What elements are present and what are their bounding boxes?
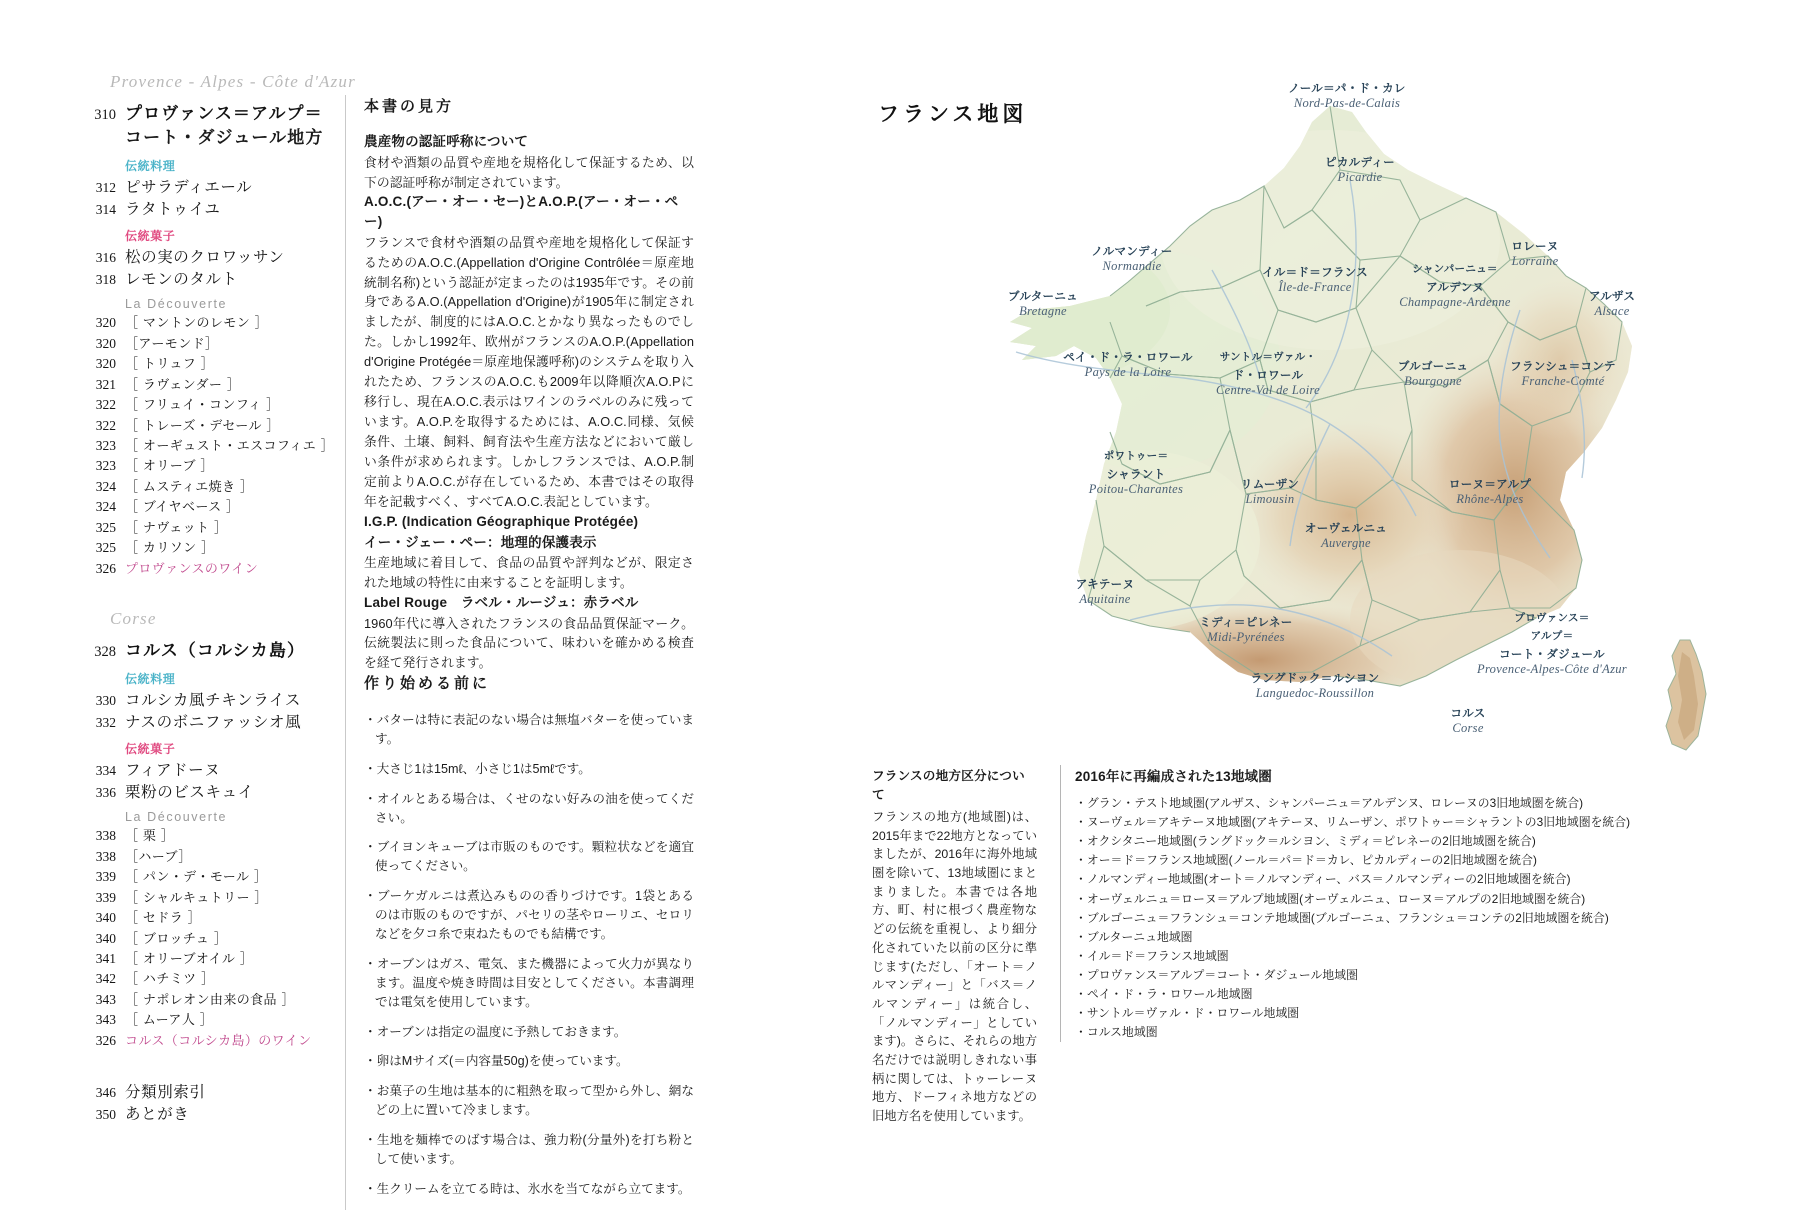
how-to-read-block [364,192,694,511]
toc-entry-label: ［ ブロッチュ ］ [125,931,228,947]
how-to-read-block-body: フランスで食材や酒類の品質や産地を規格化して保証するためのA.O.C.(Appellation d'Origine Contrôlée＝原産地統制名称)という認証が定まったのは1935年です。その前身であるA.O.(Appellation d'Origine)が1905年に制定されましたが、制度的にはA.O.C.とかなり異なったものでした。しかし1992年、欧州がフランスのA.O.P.(Appellation d'Origine Protégée＝原産地保護呼称)のシステムを取り入れたため、フランスのA.O.C.も2009年以降順次A.O.Pに移行し、現在A.O.C.表示はワインのラベルのみに残っています。A.O.P.を取得するためには、A.O.C.同様、気候条件、土壌、飼料、飼育法や生産方法などにおいて厳しい条件が求められます。しかしフランスでは、A.O.P.制定前よりA.O.C.が存在しているため、本書ではその取得年を記載すべく、すべてA.O.C.表記としています。 [364,234,694,509]
how-to-read-block [364,593,694,673]
before-you-begin-item: ・大さじ1は15mℓ、小さじ1は5mℓです。 [364,761,591,776]
toc-page-number: 338 [95,848,116,864]
toc-entry[interactable] [88,689,343,711]
toc-entry-label: ［ハーブ］ [125,849,192,865]
toc-entry-label: ［ オリーブ ］ [125,459,214,475]
how-to-read-block-heading: I.G.P. (Indication Géographique Protégée) [364,513,639,529]
toc-entry[interactable] [88,1081,343,1103]
map-label-fr: Auvergne [1321,535,1371,550]
toc-entry[interactable] [88,826,343,846]
toc-page-number: 334 [95,763,116,779]
table-of-contents [88,72,356,1125]
toc-entry[interactable] [88,639,343,663]
toc-entry[interactable] [88,102,343,126]
toc-entry[interactable] [88,1031,343,1051]
toc-entry-label: あとがき [125,1105,190,1124]
france-map [860,60,1740,760]
before-you-begin-panel [345,672,694,1210]
toc-entry-label: コルス（コルシカ島）のワイン [125,1033,312,1049]
toc-entry-label: ［ トリュフ ］ [125,357,215,373]
region-list-item: ・オー＝ド＝フランス地域圏(ノール＝パ＝ド＝カレ、ピカルディーの2旧地域圏を統合) [1075,853,1537,868]
region-list-item: ・グラン・テスト地域圏(アルザス、シャンパーニュ＝アルデンヌ、ロレーヌの3旧地域圏を統合) [1075,796,1584,810]
map-label-fr: Corse [1452,720,1484,735]
map-label-jp: イル＝ド＝フランス [1262,265,1368,279]
toc-entry-label: 分類別索引 [125,1083,206,1102]
before-you-begin-item: ・オイルとある場合は、くせのない好みの油を使ってください。 [364,791,694,825]
toc-entry[interactable] [88,456,343,476]
toc-category-label: 伝統料理 [125,672,176,687]
toc-entry-label: ［ 栗 ］ [125,829,175,845]
toc-entry[interactable] [88,1103,343,1125]
toc-entry-label: ラタトゥイユ [125,200,221,219]
how-to-read-panel [345,95,694,673]
toc-section-back-matter [88,1081,343,1125]
map-label-jp: ペイ・ド・ラ・ロワール [1063,350,1193,364]
toc-entry-label: 栗粉のビスキュイ [125,783,254,802]
map-landmass [860,60,1740,760]
toc-entry-label: ［ パン・デ・モール ］ [125,870,268,886]
map-label-fr: Alsace [1594,303,1630,318]
map-label-jp: ロレーヌ [1511,239,1559,253]
toc-page-number: 326 [95,1032,116,1048]
toc-entry[interactable] [88,847,343,867]
before-you-begin-item: ・生地を麺棒でのばす場合は、強力粉(分量外)を打ち粉として使います。 [364,1133,694,1167]
toc-page-number: 323 [95,437,116,453]
toc-section-provence [88,102,343,579]
map-label-fr: Franche-Comté [1521,373,1605,388]
france-map-graphic [860,60,1740,760]
map-label-fr: Bretagne [1019,303,1067,318]
toc-entry[interactable] [88,949,343,969]
before-you-begin-item: ・卵はMサイズ(＝内容量50g)を使っています。 [364,1054,629,1069]
toc-entry[interactable] [88,1010,343,1030]
toc-entry-label: ［ ムーア人 ］ [125,1013,214,1029]
toc-spacer [88,579,343,609]
toc-entry[interactable] [88,477,343,497]
toc-section-corse [88,639,343,1051]
toc-entry[interactable] [88,375,343,395]
map-label-fr: Île-de-France [1278,279,1352,294]
map-label-fr: Champagne-Ardenne [1399,294,1511,309]
region-list-item: ・イル＝ド＝フランス地域圏 [1075,948,1229,963]
toc-entry[interactable] [88,497,343,517]
toc-page-number: 318 [95,272,116,288]
toc-page-number: 343 [95,1012,116,1028]
region-list-item: ・ブルゴーニュ＝フランシュ＝コンテ地域圏(ブルゴーニュ、フランシュ＝コンテの2旧地域圏を統合) [1075,910,1609,925]
map-label-fr: Centre-Val de Loire [1215,382,1321,397]
map-label-jp: アルプ＝ [1530,630,1574,642]
toc-page-number: 330 [95,693,116,709]
how-to-read-title: 本書の見方 [364,99,455,115]
how-to-read-block-body: 1960年代に導入されたフランスの食品品質保証マーク。伝統製法に則った食品について、味わいを確かめる検査を経て発行されます。 [364,615,694,671]
map-label-fr: Pays de la Loire [1084,364,1172,379]
toc-entry-label: レモンのタルト [125,270,238,289]
map-label-fr: Picardie [1337,169,1383,184]
how-to-read-blocks [364,132,694,673]
regions-13-list [1075,794,1631,1042]
toc-entry-label: ［ オリーブオイル ］ [125,951,254,967]
toc-entry-label: ［ セドラ ］ [125,911,202,927]
map-label-fr: Bourgogne [1404,373,1462,388]
map-label-jp: ポワトゥー＝ [1103,450,1169,462]
map-label-jp: ラングドック＝ルシヨン [1250,671,1380,685]
toc-entry-label: プロヴァンス＝アルプ＝ [125,104,323,124]
before-you-begin-item: ・バターは特に表記のない場合は無塩バターを使っています。 [364,713,694,746]
toc-entry[interactable] [88,416,343,436]
map-label-fr: Provence-Alpes-Côte d'Azur [1477,661,1627,676]
map-label-fr: Poitou-Charantes [1088,481,1184,496]
before-you-begin-item: ・ブーケガルニは煮込みものの香りづけです。1袋とあるのは市販のものですが、パセリの茎やローリエ、セロリなどを夕コ糸で束ねたものでも結構です。 [364,889,694,942]
map-label-jp: リムーザン [1240,477,1300,491]
toc-entry-label: ［ ナヴェット ］ [125,520,228,536]
toc-entry-label: ピサラディエール [125,178,253,197]
toc-entry-label: ［ ナポレオン由来の食品 ］ [125,992,295,1008]
toc-entry[interactable] [88,313,343,333]
toc-entry-label: ［ ムスティエ焼き ］ [125,479,254,495]
how-to-read-block-body: 生産地域に着目して、食品の品質や評判などが、限定された地域の特性に由来することを証明します。 [364,555,694,591]
toc-entry[interactable] [88,538,343,558]
toc-page-number: 323 [95,458,116,474]
toc-page-number: 339 [95,869,116,885]
map-label-jp: ブルゴーニュ [1397,359,1469,373]
how-to-read-block-subheading: イー・ジェー・ペー：地理的保護表示 [364,534,597,550]
section-script-title-corse: Corse [110,609,157,629]
toc-page-number: 324 [95,478,116,494]
toc-entry[interactable] [88,908,343,928]
toc-entry[interactable] [88,176,343,198]
toc-entry[interactable] [88,246,343,268]
toc-entry[interactable] [88,929,343,949]
region-list-item: ・コルス地域圏 [1075,1025,1158,1040]
toc-entry[interactable] [88,559,343,579]
how-to-read-block [364,512,694,593]
toc-page-number: 310 [94,107,116,123]
map-label-jp: フランシュ＝コンテ [1510,359,1616,373]
how-to-read-block-heading: 農産物の認証呼称について [364,134,529,149]
toc-entry[interactable] [88,334,343,354]
map-label-jp: サントル＝ヴァル・ [1219,351,1317,363]
toc-entry-label: プロヴァンスのワイン [125,561,259,577]
toc-category-label: 伝統菓子 [125,229,176,244]
map-label-fr: Rhône-Alpes [1456,491,1524,506]
map-label-fr: Nord-Pas-de-Calais [1293,95,1401,110]
toc-page-number: 325 [95,540,116,556]
toc-category-label: La Découverte [125,297,228,312]
toc-entry[interactable] [88,198,343,220]
map-label-jp: コート・ダジュール [1499,647,1605,661]
map-label-fr: Limousin [1245,491,1295,506]
region-list-item: ・ペイ・ド・ラ・ロワール地域圏 [1075,987,1253,1002]
toc-page-number: 340 [95,930,116,946]
section-script-title-provence: Provence - Alpes - Côte d'Azur [110,72,356,91]
toc-entry[interactable] [88,354,343,374]
map-label-jp: アルデンヌ [1426,280,1484,294]
map-label-jp: ノール＝パ・ド・カレ [1288,81,1406,95]
map-title: フランス地図 [878,102,1028,126]
toc-entry-label: ［ シャルキュトリー ］ [125,890,268,906]
toc-entry-label: コルシカ風チキンライス [125,691,301,710]
regions-note-body: フランスの地方(地域圏)は、2015年まで22地方となっていましたが、2016年に海外地域圏を除いて、13地域圏にまとまりました。本書では各地方、町、村に根づく農産物などの伝統を重視し、より細分化されていた以前の区分に準じます(ただし、「オート＝ノルマンディー」と「バス＝ノルマンディー」は統合し、「ノルマンディー」としています)。さらに、それらの地方名だけでは説明しきれない事柄に関しては、トゥーレーヌ地方、ドーフィネ地方などの旧地方名を使用しています。 [872,810,1037,1123]
toc-page-number: 320 [95,356,116,372]
toc-entry-label: ［ オーギュスト・エスコフィエ ］ [125,438,335,454]
toc-entry-label: ［ トレーズ・デセール ］ [125,418,280,434]
toc-entry-label: 松の実のクロワッサン [125,248,285,267]
toc-category-label: La Découverte [125,810,228,825]
toc-page-number: 326 [95,560,116,576]
toc-page-number: 339 [95,889,116,905]
toc-entry[interactable] [88,759,343,781]
toc-entry[interactable] [88,888,343,908]
region-list-item: ・プロヴァンス＝アルプ＝コート・ダジュール地域圏 [1075,967,1358,982]
toc-page-number: 328 [94,644,116,661]
toc-entry[interactable] [88,518,343,538]
toc-page-number: 350 [95,1107,116,1123]
toc-entry-label: ナスのボニファッシオ風 [125,713,302,732]
toc-entry[interactable] [88,969,343,989]
region-list-item: ・ブルターニュ地域圏 [1075,929,1193,944]
before-you-begin-item: ・オーブンはガス、電気、また機器によって火力が異なります。温度や焼き時間は目安としてください。本書調理では電気を使用しています。 [364,956,694,1009]
region-list-item: ・オクシタニー地域圏(ラングドック＝ルシヨン、ミディ＝ピレネーの2旧地域圏を統合) [1075,834,1536,849]
map-corsica [1666,640,1706,750]
toc-page-number: 341 [95,950,116,966]
map-label-jp: ド・ロワール [1232,368,1304,382]
how-to-read-block-heading: A.O.C.(アー・オー・セー)とA.O.P.(アー・オー・ペー) [364,194,679,230]
toc-category-label: 伝統菓子 [125,742,176,757]
toc-entry[interactable] [88,395,343,415]
regions-note-panel [872,765,1037,1126]
toc-page-number: 320 [95,315,116,331]
toc-entry[interactable] [88,711,343,733]
map-label-jp: アルザス [1588,289,1636,303]
region-list-item: ・オーヴェルニュ＝ローヌ＝アルプ地域圏(オーヴェルニュ、ローヌ＝アルプの2旧地域圏を統合) [1075,891,1586,906]
toc-page-number: 312 [95,180,116,196]
before-you-begin-item: ・お菓子の生地は基本的に粗熱を取って型から外し、網などの上に置いて冷まします。 [364,1084,694,1118]
toc-entry-label: ［ ハチミツ ］ [125,972,215,988]
before-you-begin-title: 作り始める前に [364,676,491,692]
map-label-fr: Normandie [1102,258,1162,273]
toc-entry-label: ［ ラヴェンダー ］ [125,377,241,393]
map-label-fr: Midi-Pyrénées [1207,629,1285,644]
map-label-jp: アキテーヌ [1075,577,1135,591]
toc-page-number: 316 [95,250,116,266]
region-list-item: ・ヌーヴェル＝アキテーヌ地域圏(アキテーヌ、リムーザン、ポワトゥー＝シャラントの3旧地域圏を統合) [1075,815,1631,830]
toc-page-number: 332 [95,715,116,731]
how-to-read-block [364,132,694,192]
toc-page-number: 340 [95,910,116,926]
toc-page-number: 338 [95,828,116,844]
toc-page-number: 325 [95,519,116,535]
map-label-jp: ブルターニュ [1008,289,1078,303]
toc-entry-continuation[interactable]: コート・ダジュール地方 [125,128,324,148]
map-label-jp: コルス [1450,706,1486,720]
toc-page-number: 343 [95,991,116,1007]
toc-page-number: 321 [95,376,116,392]
map-label-jp: シャンパーニュ＝ [1412,263,1498,275]
toc-page-number: 336 [95,785,116,801]
toc-entry-label: ［ カリソン ］ [125,541,215,557]
how-to-read-block-body: 食材や酒類の品質や産地を規格化して保証するため、以下の認証呼称が制定されています。 [364,154,694,190]
toc-entry[interactable] [88,867,343,887]
map-label-jp: ノルマンディー [1091,244,1173,258]
map-label-jp: ローヌ＝アルプ [1448,477,1532,491]
toc-entry-label: フィアドーヌ [125,761,221,780]
before-you-begin-item: ・オーブンは指定の温度に予熱しておきます。 [364,1024,627,1039]
map-label-jp: プロヴァンス＝ [1514,612,1590,624]
map-label-jp: シャラント [1106,467,1166,481]
toc-entry[interactable] [88,990,343,1010]
toc-entry-label: ［ マントンのレモン ］ [125,316,269,332]
map-label-jp: オーヴェルニュ [1304,521,1388,535]
toc-page-number: 322 [95,397,116,413]
how-to-read-block-heading: Label Rouge ラベル・ルージュ：赤ラベル [364,594,639,610]
regions-13-heading: 2016年に再編成された13地域圏 [1075,769,1272,784]
map-label-fr: Lorraine [1511,253,1559,268]
map-label-jp: ピカルディー [1325,155,1395,169]
before-you-begin-item: ・生クリームを立てる時は、氷水を当てながら立てます。 [364,1181,691,1196]
toc-entry-label: ［ フリュイ・コンフィ ］ [125,398,280,414]
map-label-fr: Aquitaine [1079,591,1131,606]
before-you-begin-item: ・ブイヨンキューブは市販のものです。顆粒状などを適宜使ってください。 [364,840,694,874]
before-you-begin-list [364,711,694,1199]
region-list-item: ・ノルマンディー地域圏(オート＝ノルマンディー、バス＝ノルマンディーの2旧地域圏を統合) [1075,872,1571,887]
toc-spacer-2 [88,1051,343,1081]
regions-13-panel [1060,765,1631,1042]
map-label-jp: ミディ＝ピレネー [1199,615,1293,629]
map-label-fr: Languedoc-Roussillon [1255,685,1375,700]
toc-page-number: 320 [95,335,116,351]
toc-page-number: 322 [95,417,116,433]
toc-entry-label: ［ ブイヤベース ］ [125,500,240,516]
region-list-item: ・サントル＝ヴァル・ド・ロワール地域圏 [1075,1006,1300,1021]
toc-page-number: 314 [95,202,116,218]
toc-category-label: 伝統料理 [125,159,176,174]
toc-page-number: 324 [95,499,116,515]
toc-entry[interactable] [88,781,343,803]
toc-page-number: 346 [95,1085,116,1101]
toc-entry-label: コルス（コルシカ島） [125,641,306,662]
toc-entry-label: ［アーモンド］ [125,336,219,352]
toc-entry[interactable] [88,436,343,456]
toc-entry[interactable] [88,268,343,290]
toc-page-number: 342 [95,971,116,987]
regions-note-heading: フランスの地方区分について [872,769,1025,802]
